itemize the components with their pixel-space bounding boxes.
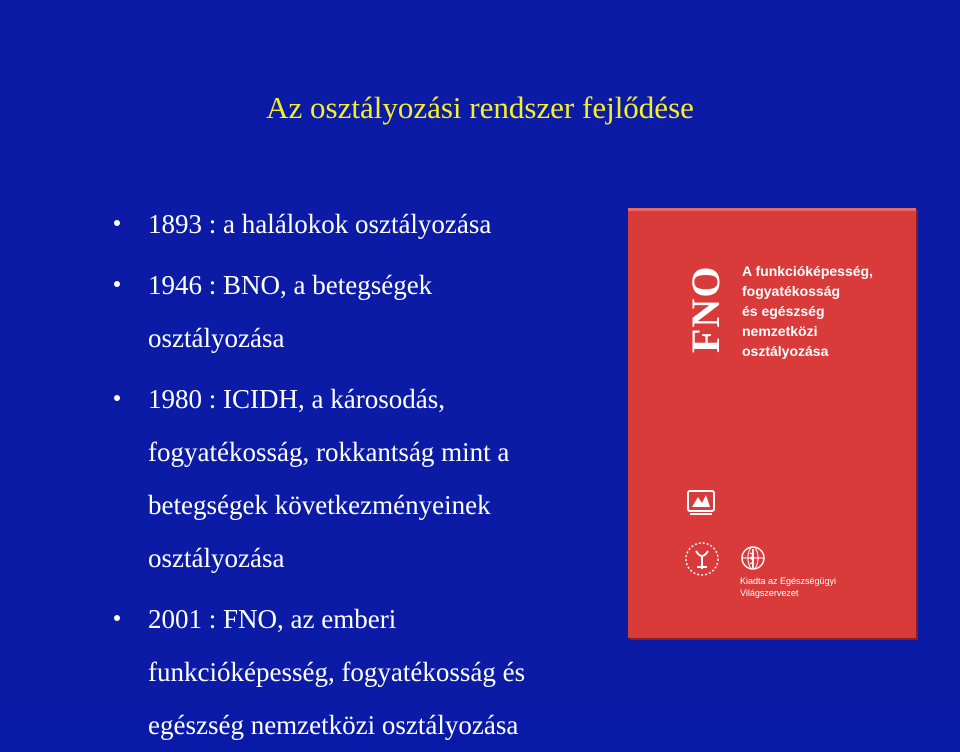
- book-spine-label: FNO: [683, 265, 728, 353]
- bullet-line: osztályozása: [148, 323, 285, 353]
- book-title-line: A funkcióképesség,: [742, 263, 873, 279]
- bullet-line: 1893 : a halálokok osztályozása: [148, 209, 492, 239]
- slide-title: Az osztályozási rendszer fejlődése: [266, 90, 694, 125]
- who-emblem-icon: [740, 545, 766, 571]
- bullet-item-1946: [108, 259, 628, 365]
- bullet-line: osztályozása: [148, 543, 285, 573]
- book-cover-image: [628, 208, 916, 638]
- book-publisher: [740, 575, 910, 599]
- publisher-line: Kiadta az Egészségügyi: [740, 576, 837, 586]
- bullet-line: 1946 : BNO, a betegségek: [148, 270, 433, 300]
- bullet-line: 2001 : FNO, az emberi: [148, 604, 397, 634]
- bullet-dot-icon: [114, 281, 120, 287]
- bullet-line: egészség nemzetközi osztályozása: [148, 710, 519, 740]
- publisher-line: Világszervezet: [740, 588, 799, 598]
- bullet-line: fogyatékosság, rokkantság mint a: [148, 437, 510, 467]
- bullet-dot-icon: [114, 220, 120, 226]
- bullet-dot-icon: [114, 615, 120, 621]
- bullet-item-2001: [108, 593, 628, 752]
- bullet-list: [108, 198, 628, 752]
- bullet-line: funkcióképesség, fogyatékosság és: [148, 657, 526, 687]
- bullet-item-1980: [108, 373, 628, 585]
- publisher-logo-icon: [686, 489, 716, 517]
- book-title: [742, 261, 912, 361]
- bullet-item-1893: [108, 198, 628, 251]
- bullet-dot-icon: [114, 395, 120, 401]
- ministry-seal-icon: [684, 541, 720, 577]
- book-title-line: fogyatékosság: [742, 283, 841, 299]
- bullet-line: 1980 : ICIDH, a károsodás,: [148, 384, 445, 414]
- bullet-line: betegségek következményeinek: [148, 490, 491, 520]
- book-title-line: és egészség: [742, 303, 825, 319]
- book-title-line: nemzetközi: [742, 323, 818, 339]
- book-title-line: osztályozása: [742, 343, 829, 359]
